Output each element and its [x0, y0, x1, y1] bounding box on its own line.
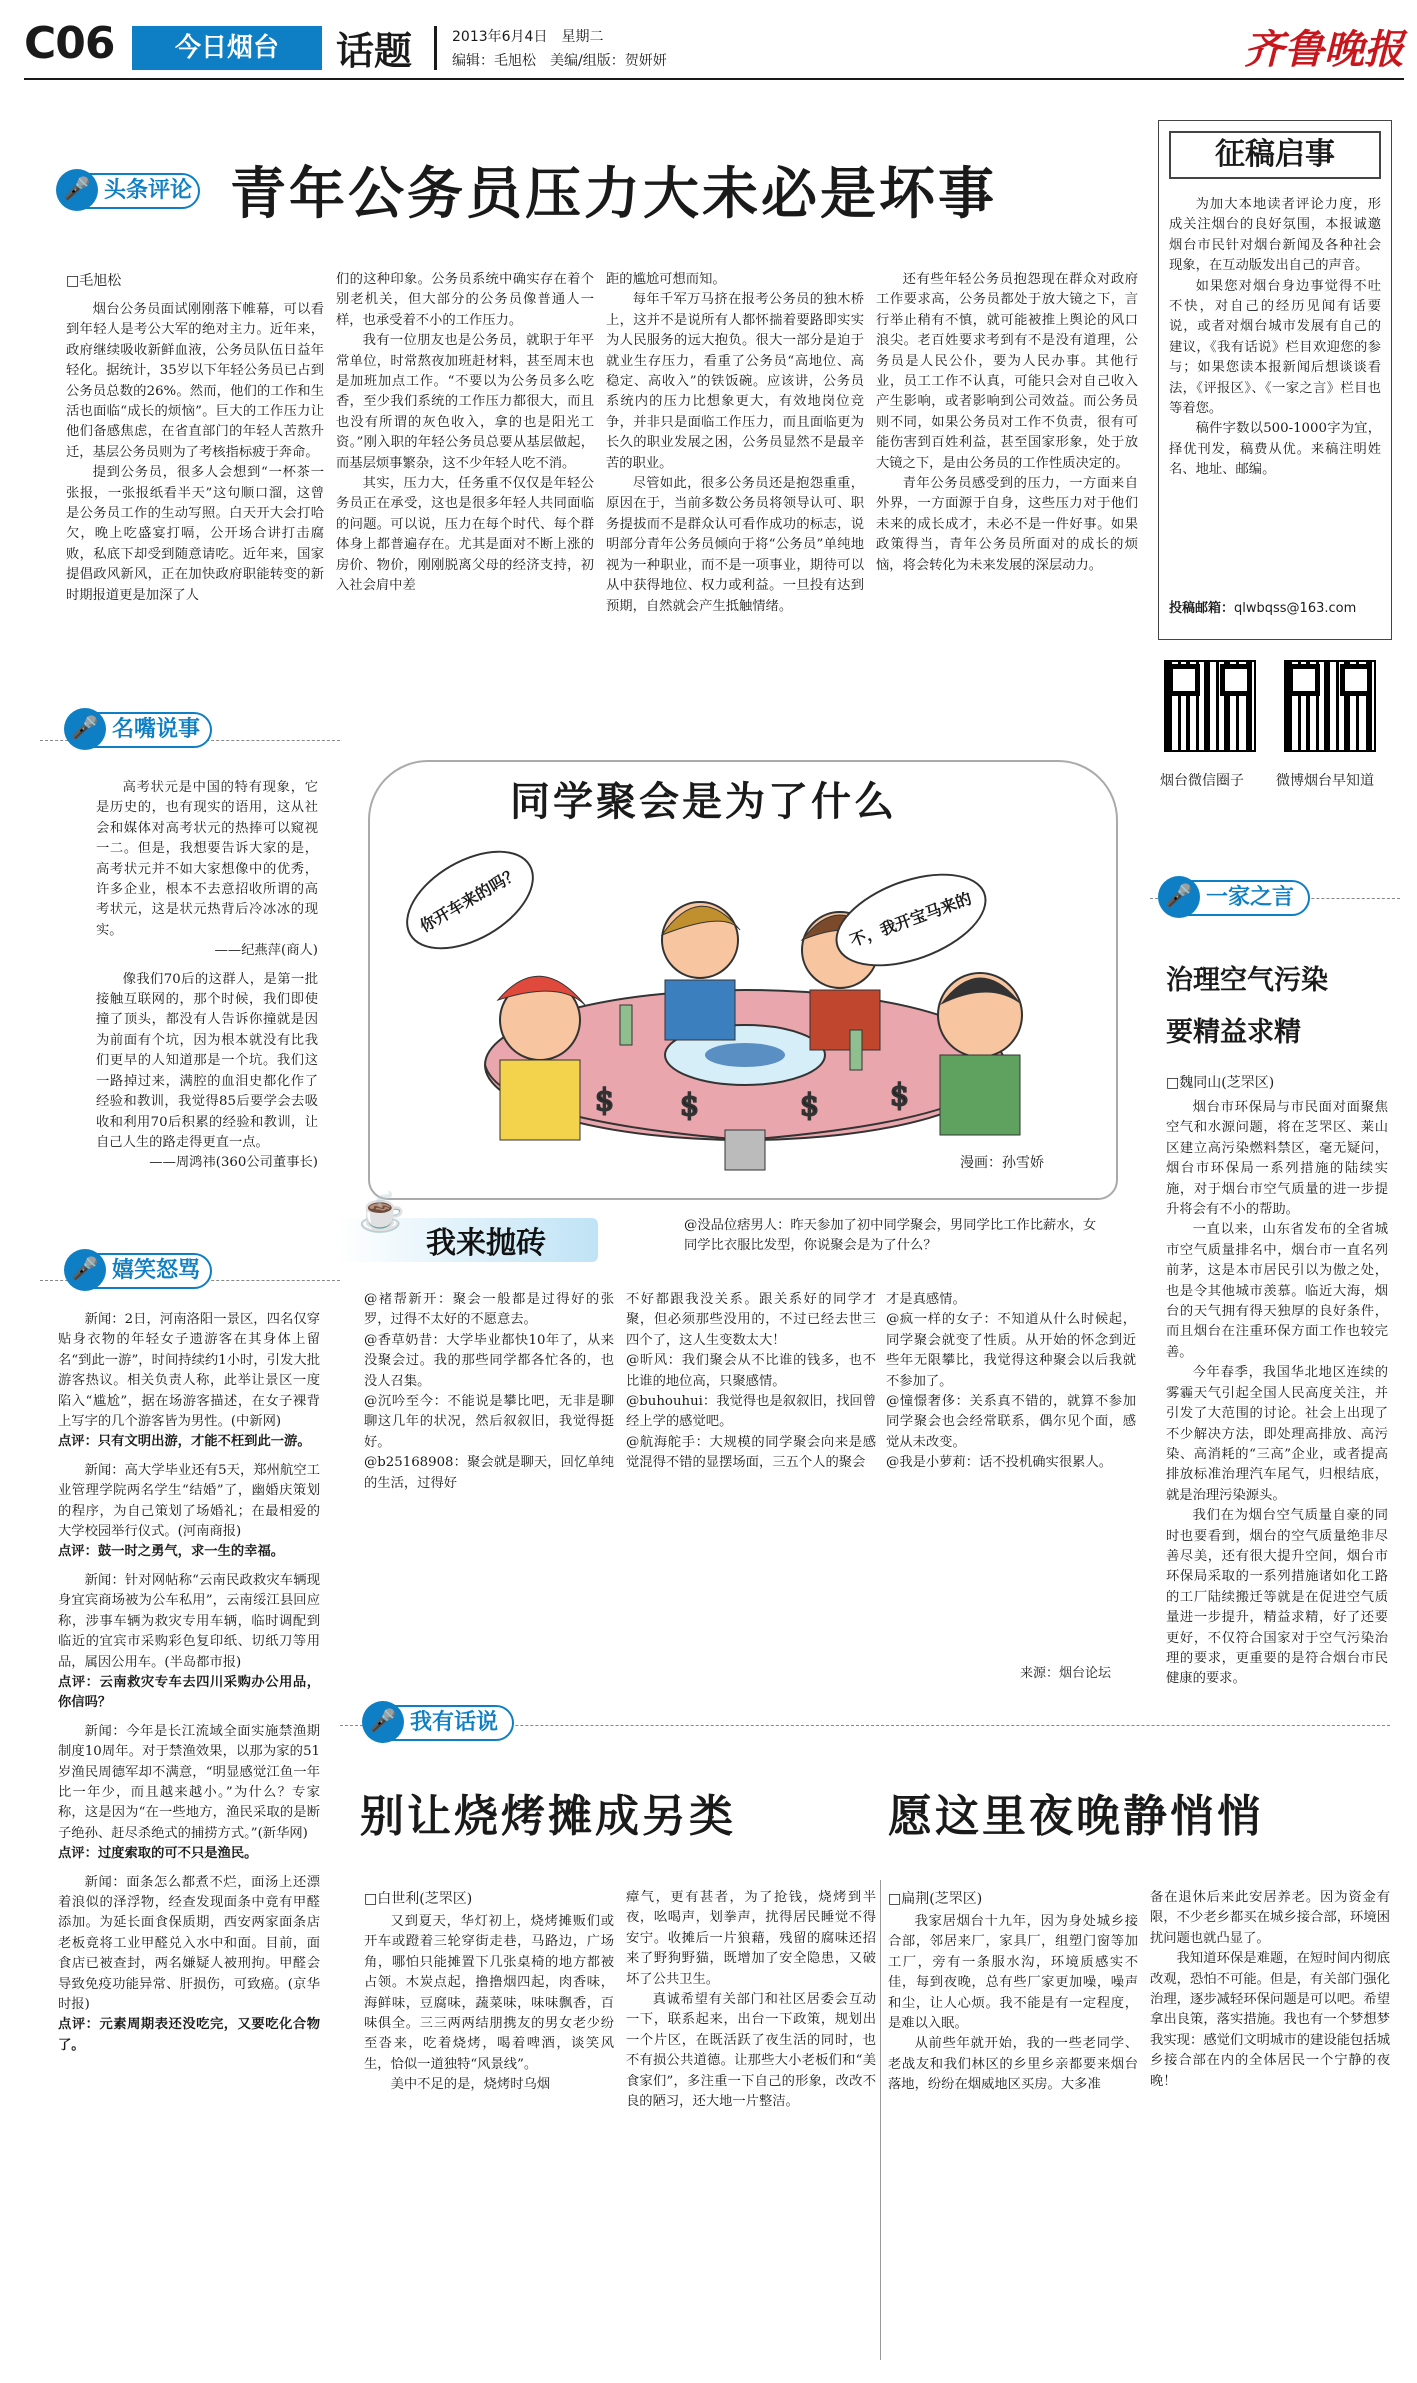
article-b-headline: 愿这里夜晚静悄悄 — [888, 1791, 1264, 1842]
cartoon-credit: 漫画：孙雪娇 — [960, 1155, 1044, 1171]
qr-label-wechat: 烟台微信圈子 — [1160, 773, 1244, 789]
forum-col-1: @褚帮新开：聚会一般都是过得好的张罗，过得不太好的不愿意去。 @香草奶昔：大学毕业都快10年了，从来没聚会过。我的那些同学都各忙各的，也没人召集。 @沉吟至今：不能说是攀比吧，无非是聊聊这几年的状况，然后叙叙旧，我觉得挺好。 @b25168908：聚会就是聊天，回忆单纯的生活，过得好 — [364, 1292, 614, 1491]
svg-text:$: $ — [800, 1088, 820, 1123]
microphone-icon: 🎤 — [64, 708, 106, 750]
lead-author: □毛旭松 — [66, 273, 122, 289]
qr-code-icon[interactable] — [1284, 660, 1376, 752]
topic-label: 话题 — [336, 29, 413, 73]
svg-text:$: $ — [595, 1083, 615, 1118]
cartoon-title: 同学聚会是为了什么 — [510, 778, 897, 825]
forum-prompt: @没品位痞男人：昨天参加了初中同学聚会，男同学比工作比薪水，女同学比衣服比发型，你说聚会是为了什么？ — [684, 1218, 1097, 1254]
column-rule — [880, 1880, 881, 2360]
qr-label-weibo: 微博烟台早知道 — [1276, 773, 1374, 789]
xixiao-tag: 🎤 嬉笑怒骂 — [66, 1253, 212, 1289]
lead-col-4: 还有些年轻公务员抱怨现在群众对政府工作要求高，公务员都处于放大镜之下，言行举止稍有不慎，就可能被推上舆论的风口浪尖。老百姓要求考到有不是没有道理，公务员是人民公仆，要为人民办事。其他行业，员工工作不认真，可能只会对自己收入产生影响，或者影响到公司效益。而公务员则不同，如果公务员对工作不负责，很有可能伤害到百姓利益，甚至国家形象，处于放大镜之下，是由公务员的工作性质决定的。 青年公务员感受到的压力，一方面来自外界，一方面源于自身，这些压力对于他们未来的成长成才，未必不是一件好事。如果政策得当，青年公务员所面对的成长的烦恼，将会转化为未来发展的深层动力。 — [876, 272, 1138, 573]
editor-credit: 编辑：毛旭松 美编/组版：贺妍妍 — [452, 53, 667, 69]
microphone-icon: 🎤 — [1158, 876, 1200, 918]
qr-code-icon[interactable] — [1164, 660, 1256, 752]
page-number: C06 — [24, 18, 115, 69]
mingzui-column: 高考状元是中国的特有现象，它是历史的，也有现实的语用，这从社会和媒体对高考状元的热捧可以窥视一二。但是，我想要告诉大家的是，高考状元并不如大家想像中的优秀，许多企业，根本不去意招收所谓的高考状元，这是状元热背后冷冰冰的现实。 ——纪燕萍(商人) 像我们70后的这群人，是第一批接触互联网的，那个时候，我们即使撞了顶头，都没有人告诉你撞就是因为前面有个坑，因为根本就没有比我们更早的人知道那是一个坑。我们这一路掉过来，满腔的血泪史都化作了经验和教训，我觉得85后要学会去吸收和利用70后积累的经验和教训，让自己人生的路走得更直一点。 ——周鸿祎(360公司董事长) — [96, 780, 318, 1171]
paozhuan-badge: ☕ 我来抛砖 — [338, 1190, 628, 1270]
svg-text:$: $ — [890, 1078, 910, 1113]
issue-date: 2013年6月4日 星期二 — [452, 29, 604, 45]
call-for-submissions — [1158, 120, 1392, 640]
section-label: 今日烟台 — [132, 26, 322, 70]
xixiao-column: 新闻：2日，河南洛阳一景区，四名仅穿贴身衣物的年轻女子遗游客在其身体上留名“到此一游”，时间持续约1小时，引发大批游客热议。相关负责人称，此举让景区一度陷入“尴尬”，据在场游客描述，在女子裸背上写字的几个游客皆为男性。(中新网) 点评：只有文明出游，才能不枉到此一游。 新闻：高大学毕业还有5天，郑州航空工业管理学院两名学生“结婚”了，幽婚庆策划的程序，为自己策划了场婚礼；在最相爱的大学校园举行仪式。(河南商报) 点评：鼓一时之勇气，求一生的幸福。 新闻：针对网帖称“云南民政救灾车辆现身宜宾商场被为公车私用”，云南绥江县回应称，涉事车辆为救灾专用车辆，临时调配到临近的宜宾市采购彩色复印纸、切纸刀等用品，属因公用车。(半岛都市报) 点评：云南救灾专车去四川采购办公用品，你信吗？ 新闻：今年是长江流域全面实施禁渔期制度10周年。对于禁渔效果，以那为家的51岁渔民周德军却不满意，“明显感觉江鱼一年比一年少，而且越来越小。”为什么？专家称，这是因为“在一些地方，渔民采取的是断子绝孙、赶尽杀绝式的捕捞方式。”(新华网) 点评：过度索取的可不只是渔民。 新闻：面条怎么都煮不烂，面汤上还漂着浪似的泽浮物，经查发现面条中竟有甲醛添加。为延长面食保质期，西安两家面条店老板竟将工业甲醛兑入水中和面。目前，面食店已被查封，两名嫌疑人被刑拘。甲醛会导致免疫功能异常、肝损伤，可致癌。(京华时报) 点评：元素周期表还没吃完，又要吃化合物了。 — [58, 1312, 320, 2053]
speech-bubble-right: 不，我开宝马来的 — [823, 855, 999, 984]
submission-email[interactable]: 投稿邮箱：qlwbqss@163.com — [1169, 601, 1357, 616]
mingzui-tag: 🎤 名嘴说事 — [66, 712, 212, 748]
lead-col-3: 距的尴尬可想而知。 每年千军万马挤在报考公务员的独木桥上，这并不是说所有人都怀揣着要路即实实为人民服务的远大抱负。很大一部分是迫于就业生存压力，看重了公务员“高地位、高稳定、高收入”的铁饭碗。应该讲，公务员系统内的压力比想象更大，有效地岗位竞争，并非只是面临工作压力，而且面临更为长久的职业发展之困，公务员显然不是最辛苦的职业。 尽管如此，很多公务员还是抱怨重重，原因在于，当前多数公务员将领导认可、职务提拔而不是群众认可看作成功的标志，说明部分青年公务员倾向于将“公务员”单纯地视为一种职业，而不是一项事业，期待可以从中获得地位、权力或利益。一旦投有达到预期，自然就会产生抵触情绪。 — [606, 272, 864, 614]
teacup-icon: ☕ — [358, 1190, 406, 1234]
yijia-author: □魏同山(芝罘区) — [1166, 1075, 1275, 1091]
header-divider — [434, 26, 437, 70]
lead-headline: 青年公务员压力大未必是坏事 — [230, 161, 997, 227]
forum-col-3: 才是真感情。 @疯一样的女子：不知道从什么时候起，同学聚会就变了性质。从开始的怀念到近些年无限攀比，我觉得这种聚会以后我就不参加了。 @憧憬奢侈：关系真不错的，就算不参加同学聚会也会经常联系，偶尔见个面，感觉从未改变。 @我是小萝莉：话不投机确实很累人。 — [886, 1292, 1136, 1471]
page-header — [24, 18, 1404, 80]
article-b-col-1: 我家居烟台十九年，因为身处城乡接合部，邻居来厂，家具厂，组塑门窗等加工厂，旁有一条服水沟，环境质感实不佳，每到夜晚，总有些厂家更加噪，噪声和尘，让人心烦。我不能是有一定程度，是难以入眠。 从前些年就开始，我的一些老同学、老战友和我们林区的乡里乡亲都要来烟台落地，纷纷在烟威地区买房。大多准 — [888, 1914, 1138, 2093]
yijia-column: 烟台市环保局与市民面对面聚焦空气和水源问题，将在芝罘区、莱山区建立高污染燃料禁区，毫无疑问，烟台市环保局一系列措施的陆续实施，对于烟台市空气质量的进一步提升将会有不小的帮助。 一直以来，山东省发布的全省城市空气质量排名中，烟台市一直名列前茅，这是本市居民引以为傲之处，也是令其他城市羡慕。临近大海，烟台的天气拥有得天独厚的良好条件，而且烟台在注重环保方面工作也较完善。 今年春季，我国华北地区连续的雾霾天气引起全国人民高度关注，并引发了大范围的讨论。社会上出现了不少解决方法，即处理高排放、高污染、高消耗的“三高”企业，或者提高排放标准治理汽车尾气，归根结底，就是治理污染源头。 我们在为烟台空气质量自豪的同时也要看到，烟台的空气质量绝非尽善尽美，还有很大提升空间，烟台市环保局采取的一系列措施诸如化工路的工厂陆续搬迁等就是在促进空气质量进一步提升，精益求精，好了还要更好，不仅符合国家对于空气污染治理的要求，更重要的是符合烟台市民健康的要求。 — [1166, 1100, 1388, 1687]
lead-col-2: 们的这种印象。公务员系统中确实存在着个别老机关，但大部分的公务员像普通人一样，也承受着不小的工作压力。 我有一位朋友也是公务员，就职于年平常单位，时常熬夜加班赶材料，甚至周末也是加班加点工作。“不要以为公务员多么吃香，至少我们系统的工作压力都很大，而且也没有所谓的灰色收入，拿的也是阳光工资。”刚入职的年轻公务员总要从基层做起，而基层烦事繁杂，这不少年轻人吃不消。 其实，压力大，任务重不仅仅是年轻公务员正在承受，这也是很多年轻人共同面临的问题。可以说，压力在每个时代、每个群体身上都普遍存在。尤其是面对不断上涨的房价、物价，刚刚脱离父母的经济支持，初入社会肩中差 — [336, 272, 594, 594]
article-a-headline: 别让烧烤摊成另类 — [360, 1791, 736, 1842]
microphone-icon: 🎤 — [362, 1701, 404, 1743]
yijia-title-line2: 要精益求精 — [1166, 1017, 1301, 1048]
yijia-tag: 🎤 一家之言 — [1160, 880, 1310, 916]
lead-col-1: 烟台公务员面试刚刚落下帷幕，可以看到年轻人是考公大军的绝对主力。近年来，政府继续吸收新鲜血液，公务员队伍日益年轻化。据统计，35岁以下年轻公务员已占到公务员总数的26%。然而，他们的工作和生活也面临“成长的烦恼”。巨大的工作压力让他们备感焦虑，在省直部门的年轻人苦熬升迁，基层公务员则为了考核指标疲于奔命。 提到公务员，很多人会想到“一杯茶一张报，一张报纸看半天”这句顺口溜，这曾是公务员工作的生动写照。白天开大会打哈欠，晚上吃盛宴打嗝，公开场合讲打击腐败，私底下却受到随意请吃。近年来，国家提倡政风新风，正在加快政府职能转变的新时期报道更是加深了人 — [66, 302, 324, 603]
woyou-tag: 🎤 我有话说 — [364, 1705, 514, 1741]
submissions-text: 为加大本地读者评论力度，形成关注烟台的良好氛围，本报诚邀烟台市民针对烟台新闻及各种社会现象，在互动版发出自己的声音。 如果您对烟台身边事觉得不吐不快，对自己的经历见闻有话要说，或者对烟台城市发展有自己的建议，《我有话说》栏目欢迎您的参与；如果您读本报新闻后想谈谈看法，《评报区》、《一家之言》栏目也等着您。 稿件字数以500-1000字为宜，择优刊发，稿费从优。来稿注明姓名、地址、邮编。 — [1169, 197, 1381, 478]
forum-col-2: 不好都跟我没关系。跟关系好的同学才聚，但必须那些没用的，不过已经去世三四个了，这人生变数太大！ @昕风：我们聚会从不比谁的钱多，也不比谁的地位高，只聚感情。 @buhouhui：我觉得也是叙叙旧，找回曾经上学的感觉吧。 @航海舵手：大规模的同学聚会向来是感觉混得不错的显摆场面，三五个人的聚会 — [626, 1292, 876, 1471]
article-a-author: □白世利(芝罘区) — [364, 1891, 473, 1907]
svg-text:$: $ — [680, 1088, 700, 1123]
forum-source: 来源：烟台论坛 — [1020, 1666, 1112, 1681]
submissions-title: 征稿启事 — [1169, 131, 1381, 179]
yijia-title-line1: 治理空气污染 — [1166, 965, 1328, 996]
newspaper-logo: 齐鲁晚报 — [1244, 26, 1404, 73]
article-b-col-2: 备在退休后来此安居养老。因为资金有限，不少老乡都买在城乡接合部，环境困扰问题也就凸显了。 我知道环保是难题，在短时间内彻底改观，恐怕不可能。但是，有关部门强化治理，逐步减轻环保问题是可以吧。希望拿出良策，落实措施。我也有一个梦想梦我实现：感觉们文明城市的建设能包括城乡接合部在内的全体居民一个宁静的夜晚！ — [1150, 1890, 1390, 2089]
microphone-icon: 🎤 — [56, 169, 98, 211]
lead-tag: 🎤 头条评论 — [58, 173, 200, 209]
article-a-col-2: 瘴气，更有甚者，为了抢钱，烧烤到半夜，吆喝声，划拳声，扰得居民睡觉不得安宁。收摊后一片狼藉，残留的腐味还招来了野狗野猫，既增加了安全隐患，又破坏了公共卫生。 真诚希望有关部门和社区居委会互动一下，联系起来，出台一下政策，规划出一个片区，在既活跃了夜生活的同时，也不有损公共道德。让那些大小老板们和“美食家们”，多注重一下自己的形象，改改不良的陋习，还大地一片整洁。 — [626, 1890, 876, 2110]
article-b-author: □扁荆(芝罘区) — [888, 1891, 983, 1907]
microphone-icon: 🎤 — [64, 1249, 106, 1291]
speech-bubble-left: 你开车来的吗？ — [389, 830, 550, 969]
article-a-col-1: 又到夏天，华灯初上，烧烤摊贩们或开车或蹬着三轮穿街走巷，马路边，广场角，哪怕只能摊置下几张桌椅的地方都被占领。木炭点起，撸撸烟四起，肉香味，海鲜味，豆腐味，蔬菜味，味味飘香，百味俱全。三三两两结朋携友的男女老少纷至沓来，吃着烧烤，喝着啤酒，谈笑风生，恰似一道独特“风景线”。 美中不足的是，烧烤时乌烟 — [364, 1914, 614, 2093]
